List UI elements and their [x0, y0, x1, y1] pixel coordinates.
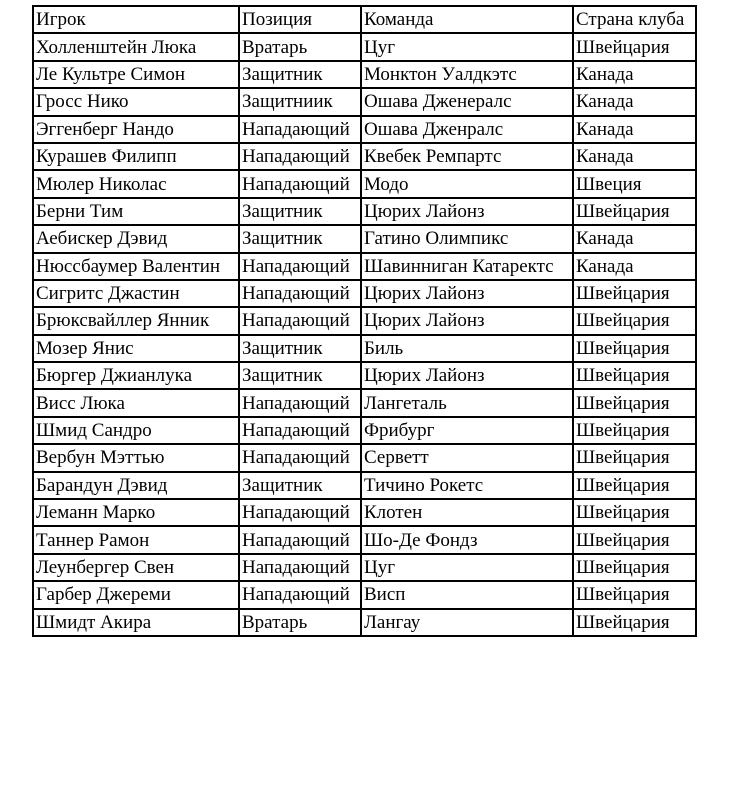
cell-player: Эггенберг Нандо: [33, 116, 239, 143]
header-team: Команда: [361, 6, 573, 33]
cell-club-country: Канада: [573, 253, 696, 280]
header-position: Позиция: [239, 6, 361, 33]
cell-club-country: Швейцария: [573, 389, 696, 416]
cell-club-country: Швейцария: [573, 472, 696, 499]
cell-team: Цюрих Лайонз: [361, 362, 573, 389]
cell-position: Нападающий: [239, 116, 361, 143]
cell-club-country: Швейцария: [573, 609, 696, 636]
cell-team: Цюрих Лайонз: [361, 307, 573, 334]
table-row: [33, 609, 696, 636]
header-club-country: Страна клуба: [573, 6, 696, 33]
cell-position: Нападающий: [239, 253, 361, 280]
table-row: [33, 116, 696, 143]
cell-player: Аебискер Дэвид: [33, 225, 239, 252]
cell-player: Бюргер Джианлука: [33, 362, 239, 389]
cell-club-country: Канада: [573, 61, 696, 88]
table-body: [33, 33, 696, 636]
cell-player: Брюксвайллер Янник: [33, 307, 239, 334]
cell-team: Серветт: [361, 444, 573, 471]
table-row: [33, 389, 696, 416]
cell-club-country: Канада: [573, 225, 696, 252]
cell-position: Защитник: [239, 335, 361, 362]
cell-player: Берни Тим: [33, 198, 239, 225]
cell-team: Шавинниган Катаректс: [361, 253, 573, 280]
cell-position: Защитниик: [239, 88, 361, 115]
cell-position: Нападающий: [239, 143, 361, 170]
cell-club-country: Швейцария: [573, 307, 696, 334]
table-row: [33, 554, 696, 581]
cell-player: Барандун Дэвид: [33, 472, 239, 499]
cell-position: Защитник: [239, 61, 361, 88]
cell-club-country: Канада: [573, 116, 696, 143]
cell-position: Защитник: [239, 198, 361, 225]
cell-club-country: Швейцария: [573, 362, 696, 389]
cell-team: Гатино Олимпикс: [361, 225, 573, 252]
cell-team: Цуг: [361, 33, 573, 60]
cell-player: Висс Люка: [33, 389, 239, 416]
cell-player: Леманн Марко: [33, 499, 239, 526]
table-row: [33, 33, 696, 60]
cell-player: Курашев Филипп: [33, 143, 239, 170]
table-row: [33, 526, 696, 553]
cell-team: Клотен: [361, 499, 573, 526]
table-row: [33, 143, 696, 170]
table-row: [33, 198, 696, 225]
cell-position: Нападающий: [239, 170, 361, 197]
cell-player: Нюссбаумер Валентин: [33, 253, 239, 280]
cell-position: Защитник: [239, 472, 361, 499]
cell-club-country: Швейцария: [573, 444, 696, 471]
header-row: [33, 6, 696, 33]
cell-team: Ошава Дженералс: [361, 88, 573, 115]
cell-team: Биль: [361, 335, 573, 362]
table-row: [33, 362, 696, 389]
cell-player: Мюлер Николас: [33, 170, 239, 197]
cell-team: Фрибург: [361, 417, 573, 444]
cell-position: Защитник: [239, 362, 361, 389]
cell-position: Нападающий: [239, 444, 361, 471]
table-row: [33, 225, 696, 252]
cell-position: Вратарь: [239, 609, 361, 636]
cell-player: Гросс Нико: [33, 88, 239, 115]
cell-club-country: Швейцария: [573, 280, 696, 307]
table-row: [33, 417, 696, 444]
table-row: [33, 307, 696, 334]
cell-team: Модо: [361, 170, 573, 197]
cell-team: Тичино Рокетс: [361, 472, 573, 499]
roster-table: [32, 5, 697, 637]
cell-player: Холленштейн Люка: [33, 33, 239, 60]
cell-team: Монктон Уалдкэтс: [361, 61, 573, 88]
table-row: [33, 253, 696, 280]
table-row: [33, 280, 696, 307]
cell-position: Защитник: [239, 225, 361, 252]
cell-player: Таннер Рамон: [33, 526, 239, 553]
cell-position: Нападающий: [239, 526, 361, 553]
table-row: [33, 581, 696, 608]
cell-position: Нападающий: [239, 499, 361, 526]
cell-club-country: Швейцария: [573, 198, 696, 225]
table-header: [33, 6, 696, 33]
cell-team: Цюрих Лайонз: [361, 280, 573, 307]
table-row: [33, 88, 696, 115]
cell-club-country: Канада: [573, 143, 696, 170]
cell-club-country: Швейцария: [573, 581, 696, 608]
cell-player: Вербун Мэттью: [33, 444, 239, 471]
header-player: Игрок: [33, 6, 239, 33]
cell-team: Ошава Дженралс: [361, 116, 573, 143]
table-row: [33, 499, 696, 526]
cell-club-country: Канада: [573, 88, 696, 115]
cell-club-country: Швейцария: [573, 33, 696, 60]
cell-club-country: Швейцария: [573, 335, 696, 362]
table-row: [33, 61, 696, 88]
cell-position: Нападающий: [239, 554, 361, 581]
cell-club-country: Швейцария: [573, 499, 696, 526]
cell-team: Лангеталь: [361, 389, 573, 416]
cell-player: Сигритс Джастин: [33, 280, 239, 307]
table-row: [33, 472, 696, 499]
cell-team: Висп: [361, 581, 573, 608]
table-row: [33, 444, 696, 471]
cell-club-country: Швейцария: [573, 417, 696, 444]
cell-team: Лангау: [361, 609, 573, 636]
cell-position: Нападающий: [239, 307, 361, 334]
cell-team: Цуг: [361, 554, 573, 581]
cell-player: Гарбер Джереми: [33, 581, 239, 608]
cell-team: Шо-Де Фондз: [361, 526, 573, 553]
cell-position: Нападающий: [239, 280, 361, 307]
cell-club-country: Швеция: [573, 170, 696, 197]
cell-position: Вратарь: [239, 33, 361, 60]
cell-player: Ле Культре Симон: [33, 61, 239, 88]
table-row: [33, 335, 696, 362]
cell-position: Нападающий: [239, 581, 361, 608]
cell-club-country: Швейцария: [573, 554, 696, 581]
cell-player: Леунбергер Свен: [33, 554, 239, 581]
cell-player: Шмидт Акира: [33, 609, 239, 636]
cell-player: Мозер Янис: [33, 335, 239, 362]
cell-team: Цюрих Лайонз: [361, 198, 573, 225]
cell-position: Нападающий: [239, 389, 361, 416]
cell-team: Квебек Ремпартс: [361, 143, 573, 170]
table-row: [33, 170, 696, 197]
cell-player: Шмид Сандро: [33, 417, 239, 444]
cell-club-country: Швейцария: [573, 526, 696, 553]
cell-position: Нападающий: [239, 417, 361, 444]
